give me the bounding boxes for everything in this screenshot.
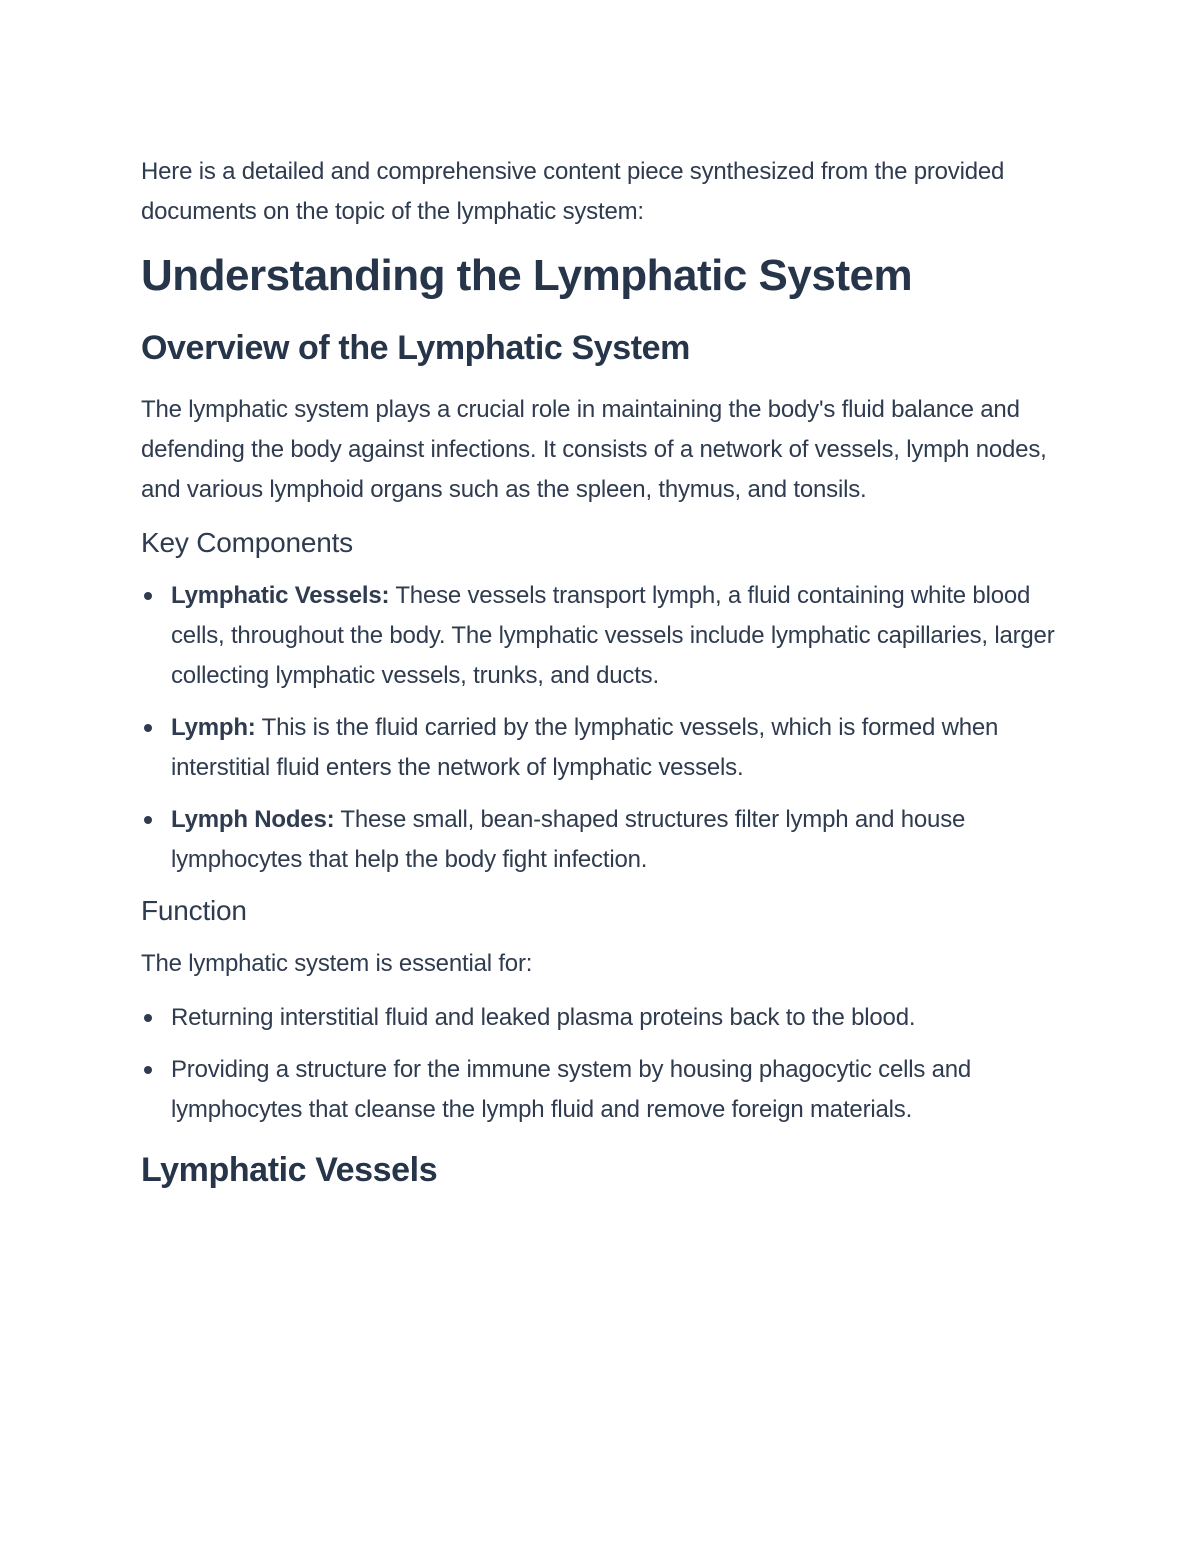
- key-components-heading: Key Components: [141, 527, 353, 558]
- overview-paragraph: The lymphatic system plays a crucial role in maintaining the body's fluid balance and defending the body against infections. It consists of a network of vessels, lymph nodes, and various lymphoid organs such as the spleen, thymus, and tonsils.: [141, 396, 1047, 503]
- key-components-list: [141, 576, 1061, 880]
- list-item: [141, 998, 1061, 1038]
- page-title: Understanding the Lymphatic System: [141, 251, 913, 300]
- function-heading: Function: [141, 895, 247, 926]
- overview-heading: Overview of the Lymphatic System: [141, 329, 691, 367]
- bullet-icon: [144, 816, 152, 824]
- bullet-icon: [144, 1066, 152, 1074]
- bullet-icon: [144, 1014, 152, 1022]
- intro-paragraph: Here is a detailed and comprehensive content piece synthesized from the provided documents on the topic of the lymphatic system:: [141, 158, 1005, 225]
- function-list: [141, 998, 1061, 1130]
- lymphatic-vessels-heading: Lymphatic Vessels: [141, 1151, 438, 1189]
- list-item-term: Lymphatic Vessels:: [171, 582, 390, 609]
- function-intro: The lymphatic system is essential for:: [141, 950, 533, 977]
- list-item-text: Providing a structure for the immune system by housing phagocytic cells and lymphocytes that cleanse the lymph fluid and remove foreign materials.: [171, 1056, 972, 1123]
- bullet-icon: [144, 592, 152, 600]
- list-item-text: This is the fluid carried by the lymphatic vessels, which is formed when interstitial fluid enters the network of lymphatic vessels.: [171, 714, 999, 781]
- list-item-term: Lymph Nodes:: [171, 806, 335, 833]
- list-item-term: Lymph:: [171, 714, 256, 741]
- document-page: [141, 152, 1061, 1212]
- list-item: [141, 800, 1061, 880]
- list-item: [141, 576, 1061, 696]
- list-item-text: These small, bean-shaped structures filter lymph and house lymphocytes that help the body fight infection.: [171, 806, 966, 873]
- list-item: [141, 708, 1061, 788]
- list-item-text: Returning interstitial fluid and leaked plasma proteins back to the blood.: [171, 1004, 916, 1031]
- bullet-icon: [144, 724, 152, 732]
- list-item: [141, 1050, 1061, 1130]
- list-item-text: These vessels transport lymph, a fluid containing white blood cells, throughout the body. The lymphatic vessels include lymphatic capillaries, larger collecting lymphatic vessels, trunks, and ducts.: [171, 582, 1055, 689]
